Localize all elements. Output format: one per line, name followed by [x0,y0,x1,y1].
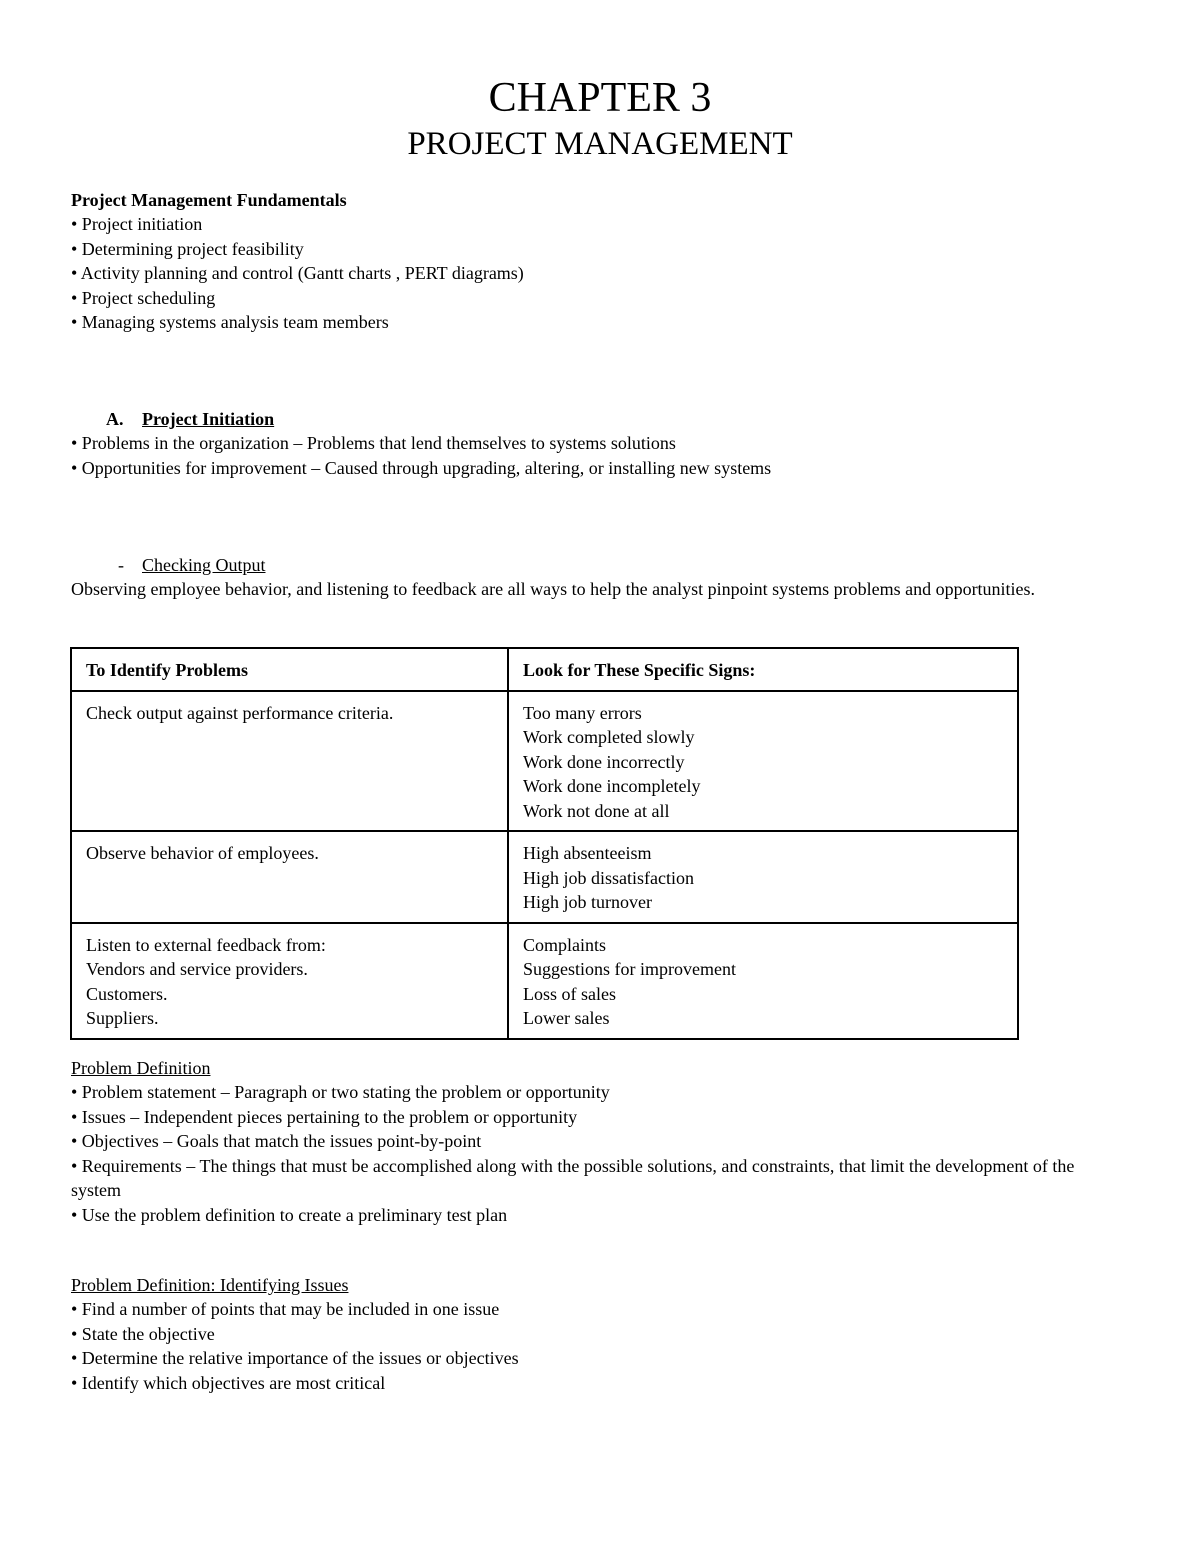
cell-line: Customers. [86,983,168,1004]
cell-line: Listen to external feedback from: [86,934,326,955]
table-cell [508,691,1018,832]
cell-line: Suggestions for improvement [523,959,736,979]
list-item: • Requirements – The things that must be accomplished along with the possible solutions, and constraints, that limit the development of the system [71,1155,1075,1200]
list-item: • Find a number of points that may be included in one issue [71,1299,500,1319]
list-item: • Determine the relative importance of the issues or objectives [71,1348,519,1368]
cell-line: Loss of sales [523,983,616,1004]
cell-line: High job dissatisfaction [523,867,694,888]
cell-line: Work not done at all [523,800,670,821]
column-header: To Identify Problems [71,648,508,691]
list-item: • Activity planning and control (Gantt charts , PERT diagrams) [71,263,524,283]
cell-line: Work done incorrectly [523,751,685,772]
chapter-subtitle: PROJECT MANAGEMENT [407,126,793,162]
list-item: • Managing systems analysis team members [71,312,389,332]
cell-line: Observe behavior of employees. [86,843,319,863]
table-header-row [71,648,1018,691]
table-cell [71,831,508,923]
dash-marker: - [118,555,124,575]
table-row [71,831,1018,923]
cell-line: Check output against performance criteria. [86,702,394,723]
column-header: Look for These Specific Signs: [508,648,1018,691]
identifying-issues-heading: Problem Definition: Identifying Issues [71,1275,349,1295]
table-cell [508,923,1018,1039]
cell-line: Lower sales [523,1008,610,1028]
table-row [71,691,1018,832]
problem-signs-table [70,647,1019,1040]
initiation-list [71,431,771,480]
chapter-title: CHAPTER 3 [488,75,712,121]
list-item: • Determining project feasibility [71,238,304,259]
identifying-issues-list [71,1297,519,1395]
list-item: • Identify which objectives are most critical [71,1372,386,1393]
fundamentals-list [71,212,524,335]
table-cell [71,923,508,1039]
section-marker-a: A. [106,409,124,429]
list-item: • Use the problem definition to create a preliminary test plan [71,1204,508,1225]
list-item: • Issues – Independent pieces pertaining to the problem or opportunity [71,1106,578,1127]
table-cell [71,691,508,832]
list-item: • Opportunities for improvement – Caused through upgrading, altering, or installing new systems [71,457,772,478]
cell-line: Suppliers. [86,1008,159,1028]
cell-line: High job turnover [523,892,652,912]
table-row [71,923,1018,1039]
project-initiation-heading: Project Initiation [142,409,275,429]
cell-line: High absenteeism [523,843,652,863]
list-item: • Problems in the organization – Problems that lend themselves to systems solutions [71,433,676,453]
list-item: • State the objective [71,1323,215,1344]
checking-output-paragraph: Observing employee behavior, and listening to feedback are all ways to help the analyst pinpoint systems problems and opportunities. [71,579,1036,599]
cell-line: Work completed slowly [523,727,695,747]
cell-line: Too many errors [523,702,642,723]
cell-line: Work done incompletely [523,776,701,796]
cell-line: Complaints [523,934,607,955]
table-cell [508,831,1018,923]
fundamentals-heading: Project Management Fundamentals [71,190,347,210]
cell-line: Vendors and service providers. [86,959,308,979]
list-item: • Project scheduling [71,287,216,308]
list-item: • Project initiation [71,214,203,234]
list-item: • Problem statement – Paragraph or two stating the problem or opportunity [71,1082,610,1102]
problem-definition-heading: Problem Definition [71,1058,211,1078]
problem-definition-list [71,1080,1081,1227]
checking-output-heading: Checking Output [142,555,266,575]
list-item: • Objectives – Goals that match the issues point-by-point [71,1131,482,1151]
